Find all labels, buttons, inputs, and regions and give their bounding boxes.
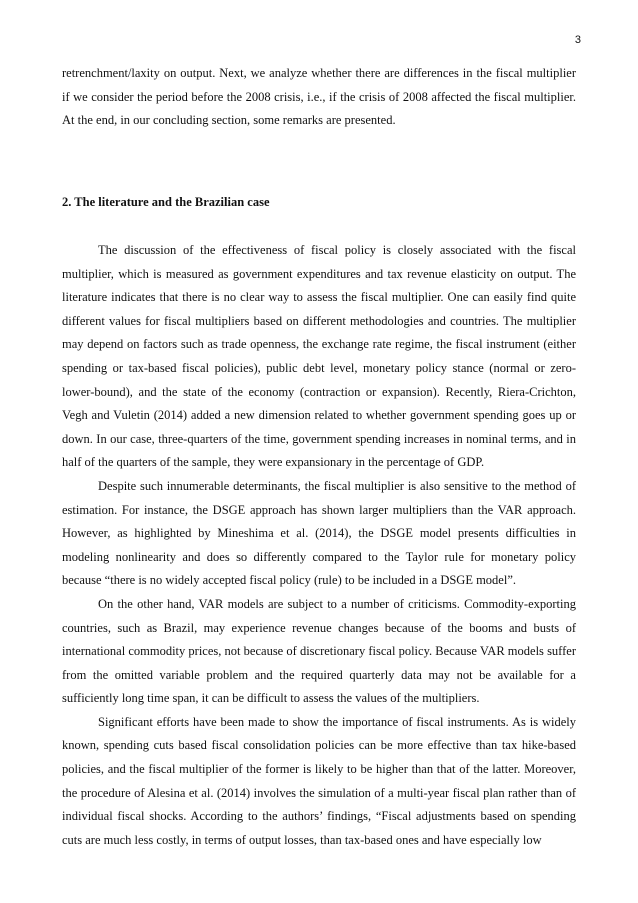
- intro-block: [62, 62, 576, 133]
- body-paragraph-1: The discussion of the effectiveness of fiscal policy is closely associated with the fiscal multiplier, which is measured as government expenditures and tax revenue elasticity on output. The literature indicates that there is no clear way to assess the fiscal multiplier. One can easily find quite different values for fiscal multipliers based on different methodologies and countries. The multiplier may depend on factors such as trade openness, the exchange rate regime, the fiscal instrument (either spending or tax-based fiscal policies), public debt level, monetary policy stance (normal or zero-lower-bound), and the state of the economy (contraction or expansion). Recently, Riera-Crichton, Vegh and Vuletin (2014) added a new dimension related to whether government spending goes up or down. In our case, three-quarters of the time, government spending increases in nominal terms, and in half of the quarters of the sample, they were expansionary in the percentage of GDP.: [62, 243, 576, 470]
- body-paragraph-2: Despite such innumerable determinants, the fiscal multiplier is also sensitive to the method of estimation. For instance, the DSGE approach has shown larger multipliers than the VAR approach. However, as highlighted by Mineshima et al. (2014), the DSGE model presents difficulties in modeling nonlinearity and does so differently compared to the Taylor rule for monetary policy because “there is no widely accepted fiscal policy (rule) to be included in a DSGE model”.: [62, 478, 576, 588]
- page-number: 3: [574, 34, 581, 46]
- body-paragraph-3: On the other hand, VAR models are subject to a number of criticisms. Commodity-exporting countries, such as Brazil, may experience revenue changes because of the booms and busts of international commodity prices, not because of discretionary fiscal policy. Because VAR models suffer from the omitted variable problem and the required quarterly data may not be available for a sufficiently long time span, it can be difficult to assess the values of the multipliers.: [62, 596, 576, 706]
- section-heading: 2. The literature and the Brazilian case: [62, 195, 270, 209]
- intro-paragraph: retrenchment/laxity on output. Next, we analyze whether there are differences in the fiscal multiplier if we consider the period before the 2008 crisis, i.e., if the crisis of 2008 affected the fiscal multiplier. At the end, in our concluding section, some remarks are presented.: [62, 66, 576, 128]
- body-paragraph-4: Significant efforts have been made to show the importance of fiscal instruments. As is widely known, spending cuts based fiscal consolidation policies can be more effective than tax hike-based policies, and the fiscal multiplier of the former is likely to be higher than that of the latter. Moreover, the procedure of Alesina et al. (2014) involves the simulation of a multi-year fiscal plan rather than of individual fiscal shocks. According to the authors’ findings, “Fiscal adjustments based on spending cuts are much less costly, in terms of output losses, than tax-based ones and have especially low: [62, 714, 576, 847]
- section-body: [62, 239, 576, 852]
